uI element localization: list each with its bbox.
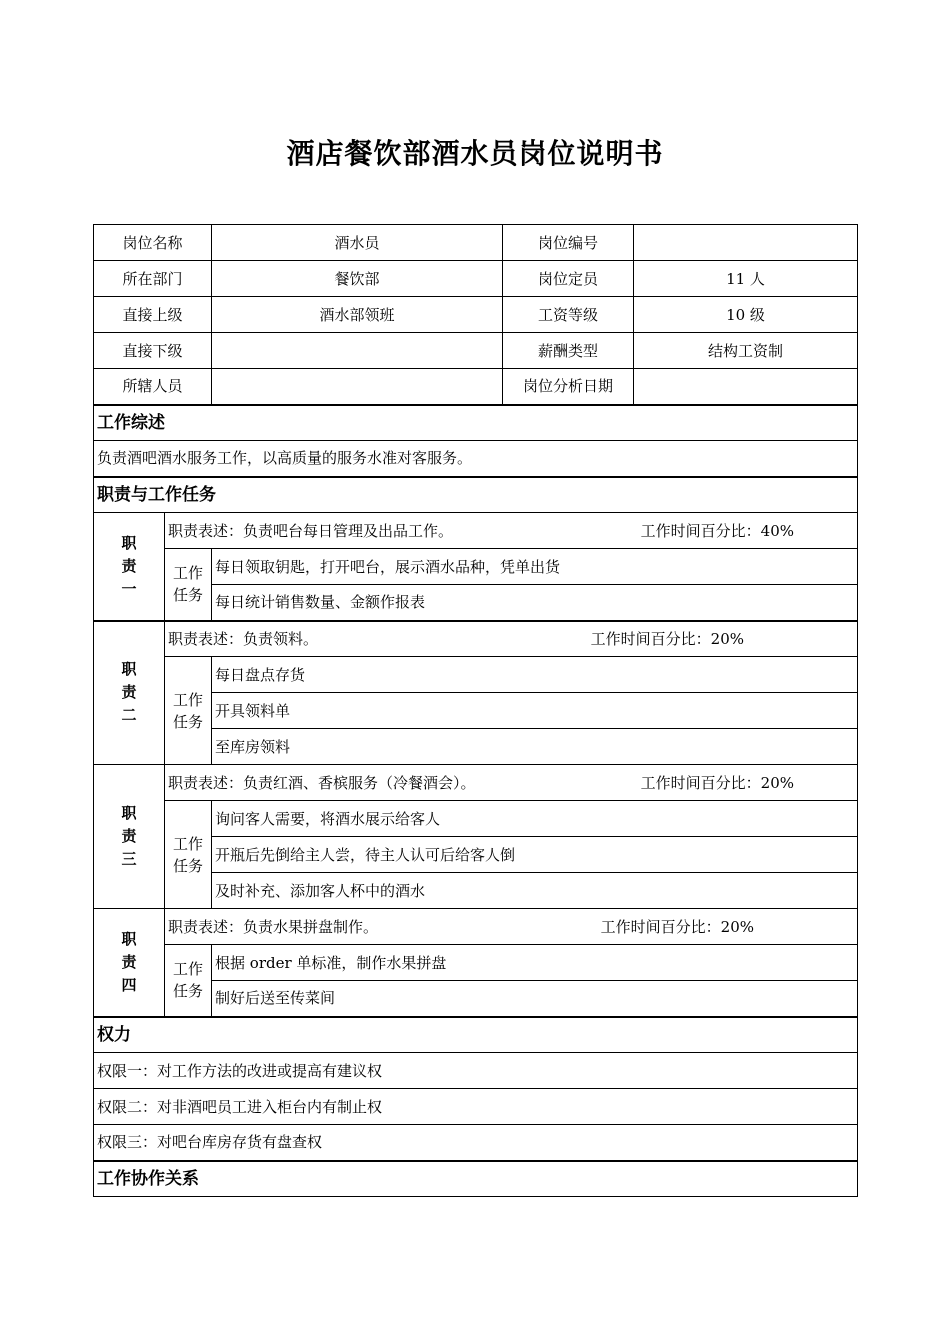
duty-4-desc-row: [94, 909, 858, 945]
label-headcount: 岗位定员: [503, 261, 634, 297]
duty-1-pct: 工作时间百分比：40%: [640, 521, 795, 540]
value-staff: [212, 369, 503, 405]
duty-3-task-label-text: 工作任务: [172, 834, 203, 875]
duty-1-task-row: [94, 549, 858, 585]
duty-2-task-label: [165, 657, 212, 765]
value-headcount: 11 人: [634, 261, 858, 297]
info-row-supervisor: [94, 297, 858, 333]
label-pay-type: 薪酬类型: [503, 333, 634, 369]
duty-1-label: [94, 513, 165, 621]
label-staff: 所辖人员: [94, 369, 212, 405]
duty-4-label: [94, 909, 165, 1017]
info-row-department: [94, 261, 858, 297]
label-subordinate: 直接下级: [94, 333, 212, 369]
duty-4-task-1: 根据 order 单标准，制作水果拼盘: [212, 945, 858, 981]
value-department: 餐饮部: [212, 261, 503, 297]
authority-item-3: 权限三：对吧台库房存货有盘查权: [94, 1125, 858, 1161]
duty-2-task-label-text: 工作任务: [172, 690, 203, 731]
duty-2-task-3: 至库房领料: [212, 729, 858, 765]
section-duties-heading: [94, 477, 858, 513]
value-supervisor: 酒水部领班: [212, 297, 503, 333]
duty-2-label-text: 职责二: [121, 660, 137, 725]
authority-row: [94, 1125, 858, 1161]
duty-2-task-1: 每日盘点存货: [212, 657, 858, 693]
job-description-table: [93, 224, 857, 1197]
document-title: 酒店餐饮部酒水员岗位说明书: [286, 137, 664, 170]
duty-3-task-2: 开瓶后先倒给主人尝，待主人认可后给客人倒: [212, 837, 858, 873]
duty-1-task-2: 每日统计销售数量、金额作报表: [212, 585, 858, 621]
value-subordinate: [212, 333, 503, 369]
info-row-subordinate: [94, 333, 858, 369]
info-row-staff: [94, 369, 858, 405]
section-authority-heading: [94, 1017, 858, 1053]
value-pay-type: 结构工资制: [634, 333, 858, 369]
summary-row: [94, 441, 858, 477]
duty-3-desc-row: [94, 765, 858, 801]
duty-1-description: [165, 513, 858, 549]
duty-2-desc-text: 职责表述：负责领料。: [168, 629, 319, 648]
duty-2-pct: 工作时间百分比：20%: [590, 629, 745, 648]
duty-3-description: [165, 765, 858, 801]
label-salary-grade: 工资等级: [503, 297, 634, 333]
duty-2-task-2: 开具领料单: [212, 693, 858, 729]
value-position-code: [634, 225, 858, 261]
authority-heading: 权力: [94, 1017, 858, 1053]
duty-4-pct: 工作时间百分比：20%: [600, 917, 755, 936]
duty-3-task-row: [94, 801, 858, 837]
cooperation-heading: 工作协作关系: [94, 1161, 858, 1197]
duty-3-label: [94, 765, 165, 909]
duty-1-task-1: 每日领取钥匙，打开吧台，展示酒水品种，凭单出货: [212, 549, 858, 585]
duty-1-task-label: [165, 549, 212, 621]
label-position-name: 岗位名称: [94, 225, 212, 261]
duty-1-label-text: 职责一: [121, 533, 137, 598]
duty-4-desc-text: 职责表述：负责水果拼盘制作。: [168, 917, 379, 936]
summary-text: 负责酒吧酒水服务工作，以高质量的服务水准对客服务。: [94, 441, 858, 477]
duty-4-task-label: [165, 945, 212, 1017]
duty-3-label-text: 职责三: [121, 804, 137, 868]
label-position-code: 岗位编号: [503, 225, 634, 261]
duty-3-desc-text: 职责表述：负责红酒、香槟服务（冷餐酒会）。: [168, 773, 476, 792]
duty-3-pct: 工作时间百分比：20%: [640, 773, 795, 792]
duty-4-task-label-text: 工作任务: [172, 960, 203, 1001]
label-supervisor: 直接上级: [94, 297, 212, 333]
section-cooperation-heading: [94, 1161, 858, 1197]
duty-2-desc-row: [94, 621, 858, 657]
duty-3-task-3: 及时补充、添加客人杯中的酒水: [212, 873, 858, 909]
duty-2-label: [94, 621, 165, 765]
duties-heading: 职责与工作任务: [94, 477, 858, 513]
duty-4-label-text: 职责四: [121, 929, 137, 994]
summary-heading: 工作综述: [94, 405, 858, 441]
authority-row: [94, 1053, 858, 1089]
duty-1-desc-text: 职责表述：负责吧台每日管理及出品工作。: [168, 521, 454, 540]
value-analysis-date: [634, 369, 858, 405]
authority-row: [94, 1089, 858, 1125]
duty-4-description: [165, 909, 858, 945]
duty-4-task-2: 制好后送至传菜间: [212, 981, 858, 1017]
authority-item-1: 权限一：对工作方法的改进或提高有建议权: [94, 1053, 858, 1089]
duty-1-desc-row: [94, 513, 858, 549]
value-position-name: 酒水员: [212, 225, 503, 261]
authority-item-2: 权限二：对非酒吧员工进入柜台内有制止权: [94, 1089, 858, 1125]
duty-1-task-label-text: 工作任务: [172, 564, 203, 605]
label-analysis-date: 岗位分析日期: [503, 369, 634, 405]
duty-3-task-label: [165, 801, 212, 909]
duty-2-task-row: [94, 657, 858, 693]
value-salary-grade: 10 级: [634, 297, 858, 333]
duty-2-description: [165, 621, 858, 657]
duty-4-task-row: [94, 945, 858, 981]
duty-3-task-1: 询问客人需要，将酒水展示给客人: [212, 801, 858, 837]
label-department: 所在部门: [94, 261, 212, 297]
info-row-position: [94, 225, 858, 261]
section-summary-heading: [94, 405, 858, 441]
